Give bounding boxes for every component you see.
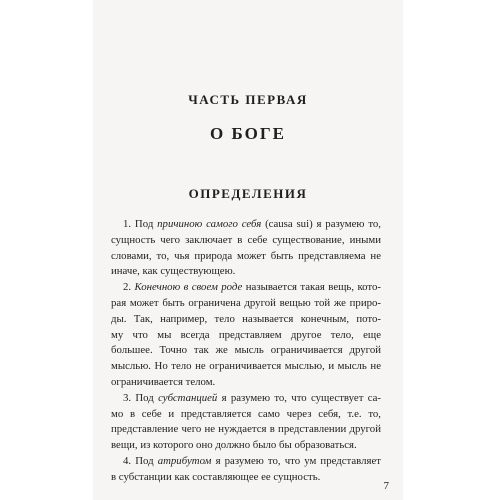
italic-term: атрибутом [157,454,212,467]
definition-paragraph [111,454,381,486]
text-line [111,391,381,407]
text-line [111,264,381,280]
text-line [111,375,381,391]
text-line [111,296,381,312]
definition-paragraph [111,391,381,454]
chapter-title: О БОГЕ [210,124,286,143]
text-line [111,470,381,486]
text-segment: му что мы всегда представляем другое тело, еще [111,328,381,341]
text-segment: представление чего не нуждается в представлении другой [111,423,381,436]
text-segment: я разумею то, что существует са- [217,391,382,404]
text-segment: мо в себе и представляется само через себя, т.е. то, [111,407,381,420]
text-segment: иначе, как существующею. [111,265,236,278]
italic-term: субстанцией [158,391,218,404]
book-page [93,0,403,500]
text-line [111,422,381,438]
text-segment: называется такая вещь, кото- [242,281,381,294]
part-heading: ЧАСТЬ ПЕРВАЯ [188,92,308,107]
text-segment: ограничивается телом. [111,375,216,388]
text-segment: в субстанции как составляющее ее сущность. [111,470,321,483]
section-heading: ОПРЕДЕЛЕНИЯ [188,186,308,201]
text-segment: словами, то, чья природа может быть представляема не [111,249,381,262]
text-segment: 2. [123,281,135,294]
text-segment: рая может быть ограничена другой вещью той же приро- [111,296,381,309]
text-segment: сущность чего заключает в себе существование, иными [111,233,381,246]
text-segment: (causa sui) я разумею то, [261,218,381,230]
text-line [111,312,381,328]
text-line [111,328,381,344]
definitions-text [111,217,381,486]
italic-term: Конечною в своем роде [134,281,243,294]
text-line [111,438,381,454]
page-number: 7 [383,480,389,492]
italic-term: причиною самого себя [157,218,262,230]
text-segment: вещи, из которого оно должно было бы образоваться. [111,439,357,452]
text-segment: 1. Под [123,218,158,230]
text-line [111,359,381,375]
text-segment: большее. Точно так же мысль ограничивается другой [111,344,381,357]
text-line [111,454,381,470]
text-line [111,407,381,423]
text-segment: ды. Так, например, тело называется конечным, пото- [111,312,381,325]
text-segment: 4. Под [123,454,158,467]
text-segment: 3. Под [123,391,159,404]
definition-paragraph [111,280,381,391]
text-line [111,343,381,359]
text-line [111,233,381,249]
text-segment: мыслью. Но тело не ограничивается мыслью, и мысль не [111,360,381,373]
text-line [111,280,381,296]
text-segment: я разумею то, что ум представляет [211,454,382,467]
text-line [111,217,381,233]
text-line [111,249,381,265]
definition-paragraph [111,217,381,280]
